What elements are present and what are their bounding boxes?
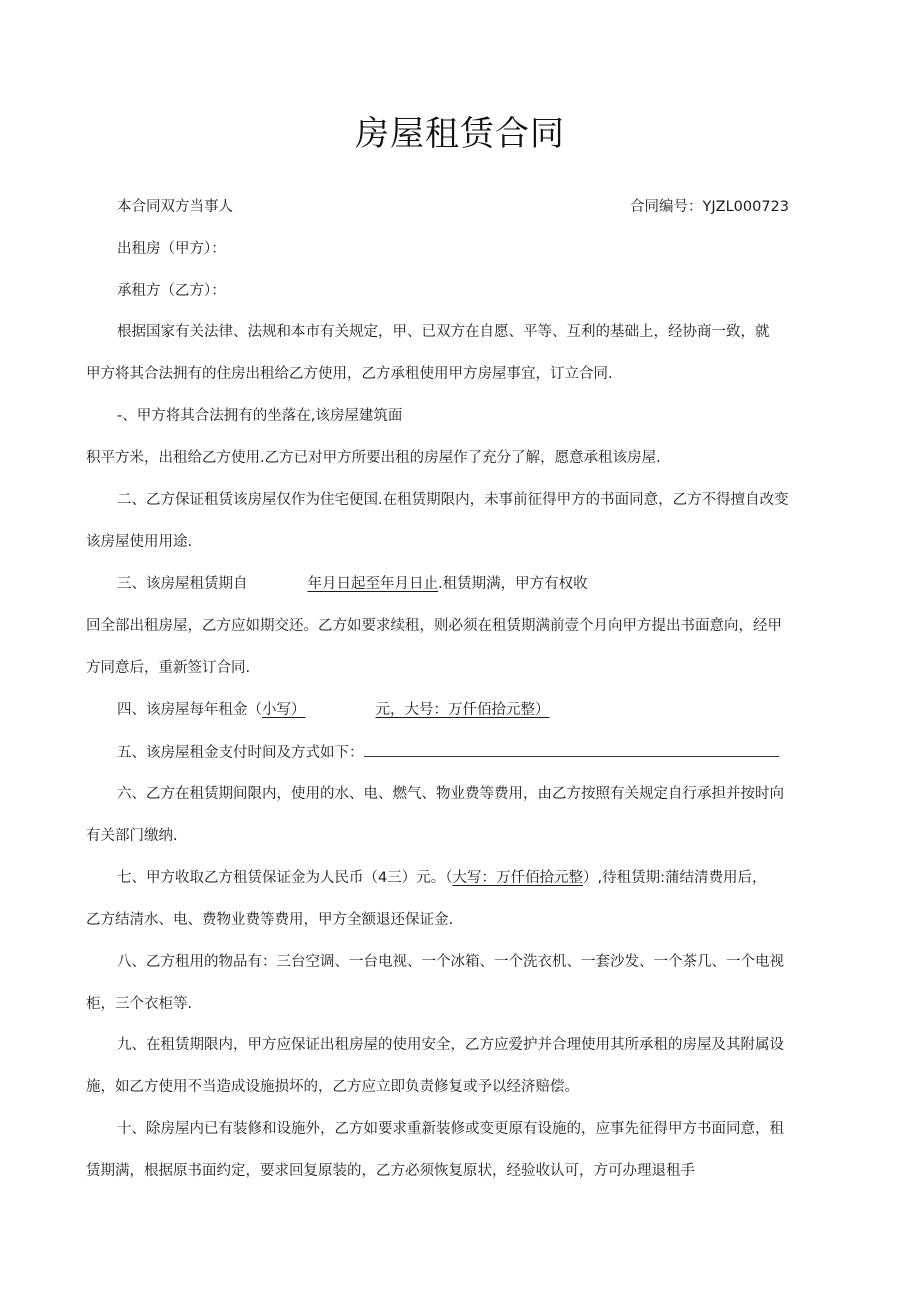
- clause-7-line-1: [117, 868, 837, 888]
- contract-number: 合同编号：YJZL000723: [630, 199, 789, 215]
- clause-8-line-1: 八、乙方租用的物品有：三台空调、一台电视、一个冰箱、一个洗衣机、一套沙发、一个茶几、一个电视: [117, 954, 784, 970]
- clause-1-line-1: -、甲方将其合法拥有的坐落在,该房屋建筑面: [117, 408, 403, 424]
- clause-7-text-c: ）,待租赁期:蒲结清费用后，: [582, 870, 767, 886]
- clause-2-line-2: 该房屋使用用途.: [86, 534, 193, 550]
- clause-10-line-1: 十、除房屋内已有装修和设施外，乙方如要求重新装修或变更原有设施的，应事先征得甲方书面同意，租: [117, 1121, 784, 1137]
- clause-2-line-1: 二、乙方保证租赁该房屋仅作为住宅便国.在租赁期限内，未事前征得甲方的书面同意，乙方不得擅自改变: [117, 492, 789, 508]
- lessor-line: 出租房（甲方）：: [117, 241, 226, 257]
- preamble-line-2: 甲方将其合法拥有的住房出租给乙方使用，乙方承租使用甲方房屋事宜，订立合同.: [86, 366, 613, 382]
- clause-1-line-2: 积平方米，出租给乙方使用.乙方已对甲方所要出租的房屋作了充分了解，愿意承租该房屋.: [86, 450, 661, 466]
- lease-period-field: 年月日起至年月日止: [307, 576, 438, 592]
- lessee-line: 承租方（乙方）：: [117, 283, 226, 299]
- rent-amount-field: 小写） 元，大号：万仟佰拾元整）: [262, 702, 550, 718]
- clause-3-line-3: 方同意后，重新签订合同.: [86, 660, 251, 676]
- clause-6-line-2: 有关部门缴纳.: [86, 828, 178, 844]
- clause-7-text-a: 七、甲方收取乙方租赁保证金为人民币（4三）元。（: [117, 870, 453, 886]
- clause-4-line: [117, 700, 837, 720]
- clause-9-line-2: 施，如乙方使用不当造成设施损坏的，乙方应立即负责修复或予以经济赔偿。: [86, 1079, 579, 1095]
- document-title: 房屋租赁合同: [355, 114, 565, 154]
- payment-method-blank: [364, 742, 779, 757]
- clause-8-line-2: 柜，三个衣柜等.: [86, 996, 193, 1012]
- clause-10-line-2: 赁期满，根据原书面约定，要求回复原装的，乙方必须恢复原状，经验收认可，方可办理退租手: [86, 1163, 695, 1179]
- clause-4-text-a: 四、该房屋每年租金（: [117, 702, 262, 718]
- clause-9-line-1: 九、在租赁期限内，甲方应保证出租房屋的使用安全，乙方应爱护并合理使用其所承租的房屋及其附属设: [117, 1037, 784, 1053]
- deposit-amount-field: 大写：万仟佰拾元整: [452, 870, 583, 886]
- clause-3-line-2: 回全部出租房屋，乙方应如期交还。乙方如要求续租，则必须在租赁期满前壹个月向甲方提出书面意向，经甲: [86, 618, 782, 634]
- clause-3-text-a: 三、该房屋租赁期自: [117, 576, 248, 592]
- clause-5-text: 五、该房屋租金支付时间及方式如下：: [117, 745, 364, 761]
- clause-3-line-1: [117, 574, 837, 594]
- clause-5-line: [117, 742, 837, 763]
- parties-line: [117, 197, 837, 217]
- clause-6-line-1: 六、乙方在租赁期间限内，使用的水、电、燃气、物业费等费用，由乙方按照有关规定自行承担并按时向: [117, 786, 784, 802]
- preamble-line-1: 根据国家有关法律、法规和本市有关规定，甲、已双方在自愿、平等、互利的基础上，经协商一致，就: [117, 324, 770, 340]
- clause-3-text-c: .租赁期满，甲方有权收: [438, 576, 588, 592]
- clause-7-line-2: 乙方结清水、电、费物业费等费用，甲方全额退还保证金.: [86, 912, 454, 928]
- parties-label: 本合同双方当事人: [117, 199, 233, 215]
